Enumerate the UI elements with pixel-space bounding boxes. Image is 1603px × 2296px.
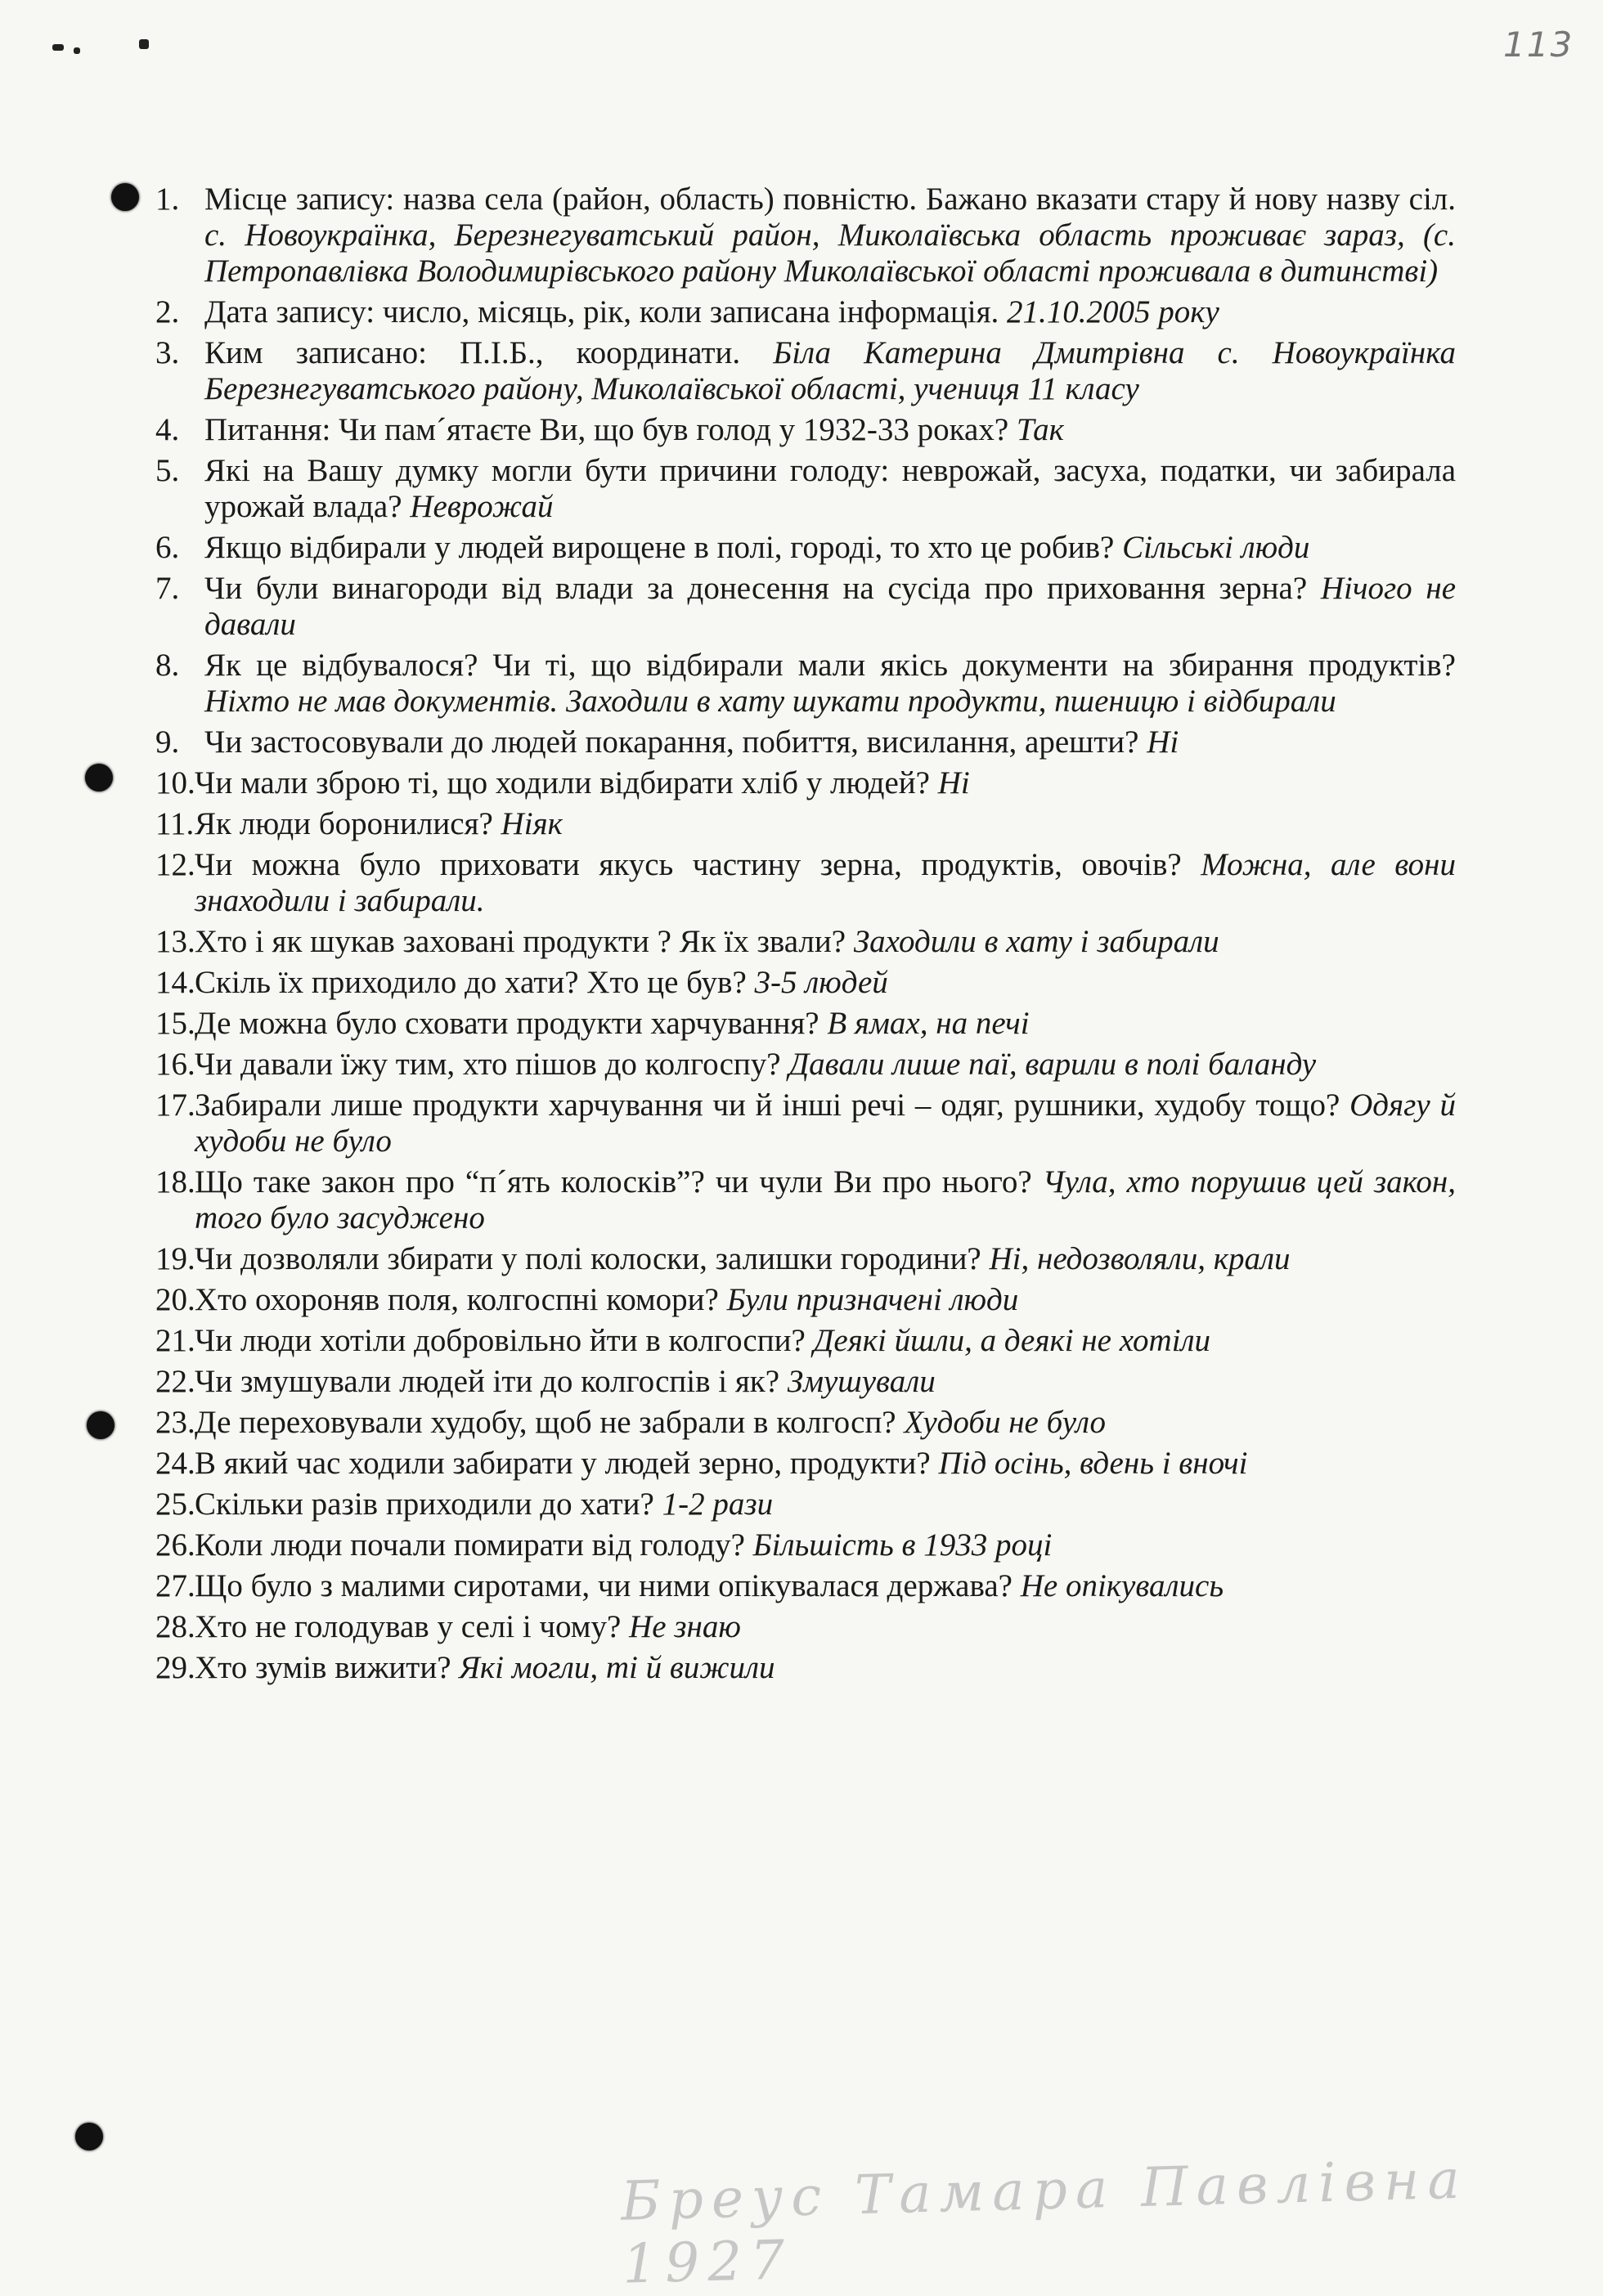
question-item — [155, 1006, 1456, 1042]
question-number: 5. — [155, 453, 180, 488]
question-number: 24. — [155, 1446, 195, 1481]
questionnaire-list — [155, 182, 1456, 1691]
question-text: Якщо відбирали у людей вирощене в полі, городі, то хто це робив? — [204, 530, 1115, 565]
question-number: 23. — [155, 1405, 195, 1440]
question-text: Чи змушували людей іти до колгоспів і як? — [195, 1364, 780, 1399]
answer-text: Так — [1016, 412, 1064, 447]
question-number: 6. — [155, 530, 180, 565]
answer-text: Змушували — [787, 1364, 936, 1399]
page-number: 113 — [1503, 25, 1574, 65]
question-text: Скільки разів приходили до хати? — [195, 1487, 654, 1522]
question-number: 20. — [155, 1282, 195, 1317]
question-text: Чи мали зброю ті, що ходили відбирати хліб у людей? — [195, 765, 930, 800]
question-number: 17. — [155, 1087, 195, 1123]
question-number: 25. — [155, 1487, 195, 1522]
question-item — [155, 294, 1456, 330]
question-number: 2. — [155, 294, 180, 330]
question-item — [155, 806, 1456, 842]
question-item — [155, 765, 1456, 801]
question-text: Чи люди хотіли добровільно йти в колгоспи? — [195, 1323, 806, 1358]
question-item — [155, 1650, 1456, 1686]
question-item — [155, 1527, 1456, 1563]
answer-text: Давали лише паї, варили в полі баланду — [788, 1047, 1317, 1082]
question-item — [155, 1323, 1456, 1359]
question-number: 7. — [155, 571, 180, 606]
answer-text: Під осінь, вдень і вночі — [938, 1446, 1248, 1481]
question-text: Скіль їх приходило до хати? Хто це був? — [195, 965, 747, 1000]
answer-text: Які могли, ті й вижили — [459, 1650, 775, 1685]
answer-text: с. Новоукраїнка, Березнегуватський район, Миколаївська область проживає зараз, (с. Петропавлівка Володимирівського району Миколаївської області проживала в дитинстві) — [204, 217, 1456, 289]
question-number: 14. — [155, 965, 195, 1000]
question-number: 3. — [155, 335, 180, 370]
question-number: 13. — [155, 924, 195, 959]
answer-text: Неврожай — [410, 489, 554, 524]
question-number: 29. — [155, 1650, 195, 1685]
question-item — [155, 1047, 1456, 1083]
answer-text: Біла Катерина Дмитрівна с. Новоукраїнка Березнегуватського району, Миколаївської області, учениця 11 класу — [204, 335, 1456, 406]
question-number: 15. — [155, 1006, 195, 1041]
question-number: 16. — [155, 1047, 195, 1082]
question-number: 18. — [155, 1164, 195, 1200]
question-item — [155, 1087, 1456, 1159]
handwritten-signature: Бреус Тамара Павлівна 1927 — [620, 2147, 1469, 2296]
question-text: Як люди боронилися? — [195, 806, 493, 841]
question-text: Чи були винагороди від влади за донесення на сусіда про приховання зерна? — [204, 571, 1308, 606]
answer-text: Ні — [1147, 724, 1179, 760]
question-item — [155, 453, 1456, 525]
question-number: 9. — [155, 724, 180, 760]
punch-hole — [85, 764, 113, 791]
question-number: 8. — [155, 648, 180, 683]
answer-text: Були призначені люди — [726, 1282, 1019, 1317]
question-item — [155, 965, 1456, 1001]
question-item — [155, 1364, 1456, 1400]
question-text: Дата запису: число, місяць, рік, коли записана інформація. — [204, 294, 999, 330]
question-text: Де можна було сховати продукти харчування? — [195, 1006, 819, 1041]
question-number: 28. — [155, 1609, 195, 1644]
question-item — [155, 1164, 1456, 1236]
question-text: Ким записано: П.І.Б., координати. — [204, 335, 741, 370]
question-text: Чи застосовували до людей покарання, побиття, висилання, арешти? — [204, 724, 1139, 760]
question-text: Коли люди почали помирати від голоду? — [195, 1527, 745, 1563]
answer-text: Заходили в хату і забирали — [853, 924, 1219, 959]
question-item — [155, 1446, 1456, 1482]
answer-text: Сільські люди — [1122, 530, 1310, 565]
question-item — [155, 412, 1456, 448]
answer-text: Худоби не було — [904, 1405, 1106, 1440]
answer-text: Можна, але вони знаходили і забирали. — [195, 847, 1457, 918]
punch-hole — [75, 2123, 103, 2150]
question-item — [155, 924, 1456, 960]
answer-text: Чула, хто порушив цей закон, того було засуджено — [195, 1164, 1456, 1235]
question-text: Забирали лише продукти харчування чи й інші речі – одяг, рушники, худобу тощо? — [195, 1087, 1340, 1123]
answer-text: Нічого не давали — [204, 571, 1457, 642]
answer-text: Ніяк — [501, 806, 563, 841]
answer-text: Деякі йшли, а деякі не хотіли — [813, 1323, 1211, 1358]
question-item — [155, 1405, 1456, 1441]
question-text: Як це відбувалося? Чи ті, що відбирали мали якісь документи на збирання продуктів? — [204, 648, 1456, 683]
question-number: 19. — [155, 1241, 195, 1276]
question-number: 26. — [155, 1527, 195, 1563]
answer-text: Не опікувались — [1020, 1568, 1224, 1603]
question-number: 22. — [155, 1364, 195, 1399]
question-item — [155, 1609, 1456, 1645]
question-text: Хто і як шукав заховані продукти ? Як їх звали? — [195, 924, 846, 959]
question-text: Чи дозволяли збирати у полі колоски, залишки городини? — [195, 1241, 981, 1276]
question-item — [155, 571, 1456, 643]
answer-text: 3-5 людей — [754, 965, 888, 1000]
question-item — [155, 182, 1456, 289]
question-item — [155, 530, 1456, 566]
question-text: Де переховували худобу, щоб не забрали в колгосп? — [195, 1405, 896, 1440]
question-item — [155, 1241, 1456, 1277]
question-number: 1. — [155, 182, 180, 217]
question-text: В який час ходили забирати у людей зерно, продукти? — [195, 1446, 931, 1481]
question-item — [155, 335, 1456, 407]
question-text: Чи давали їжу тим, хто пішов до колгоспу? — [195, 1047, 781, 1082]
scan-mark — [139, 39, 149, 49]
answer-text: Ніхто не мав документів. Заходили в хату шукати продукти, пшеницю і відбирали — [204, 684, 1336, 719]
answer-text: 1-2 рази — [662, 1487, 774, 1522]
question-item — [155, 648, 1456, 720]
question-number: 10. — [155, 765, 195, 800]
scan-mark — [74, 47, 80, 54]
question-item — [155, 1487, 1456, 1522]
punch-hole — [87, 1411, 114, 1439]
answer-text: 21.10.2005 року — [1007, 294, 1219, 330]
question-item — [155, 847, 1456, 919]
answer-text: Ні, недозволяли, крали — [989, 1241, 1291, 1276]
question-text: Чи можна було приховати якусь частину зерна, продуктів, овочів? — [195, 847, 1182, 882]
question-text: Що таке закон про “п´ять колосків”? чи чули Ви про нього? — [195, 1164, 1032, 1200]
question-text: Місце запису: назва села (район, область) повністю. Бажано вказати стару й нову назву сіл. — [204, 182, 1456, 217]
question-item — [155, 1282, 1456, 1318]
answer-text: Ні — [937, 765, 970, 800]
question-item — [155, 1568, 1456, 1604]
question-number: 27. — [155, 1568, 195, 1603]
question-number: 4. — [155, 412, 180, 447]
question-text: Що було з малими сиротами, чи ними опікувалася держава? — [195, 1568, 1013, 1603]
scan-mark — [52, 44, 64, 51]
question-item — [155, 724, 1456, 760]
question-text: Які на Вашу думку могли бути причини голоду: неврожай, засуха, податки, чи забирала урожай влада? — [204, 453, 1456, 524]
answer-text: Більшість в 1933 році — [752, 1527, 1053, 1563]
punch-hole — [111, 183, 139, 211]
question-text: Хто не голодував у селі і чому? — [195, 1609, 622, 1644]
question-text: Хто охороняв поля, колгоспні комори? — [195, 1282, 719, 1317]
answer-text: Не знаю — [629, 1609, 741, 1644]
question-number: 12. — [155, 847, 195, 882]
question-text: Питання: Чи пам´ятаєте Ви, що був голод у 1932-33 роках? — [204, 412, 1009, 447]
question-text: Хто зумів вижити? — [195, 1650, 451, 1685]
answer-text: Одягу й худоби не було — [195, 1087, 1456, 1159]
answer-text: В ямах, на печі — [827, 1006, 1030, 1041]
question-number: 11. — [155, 806, 195, 841]
question-number: 21. — [155, 1323, 195, 1358]
